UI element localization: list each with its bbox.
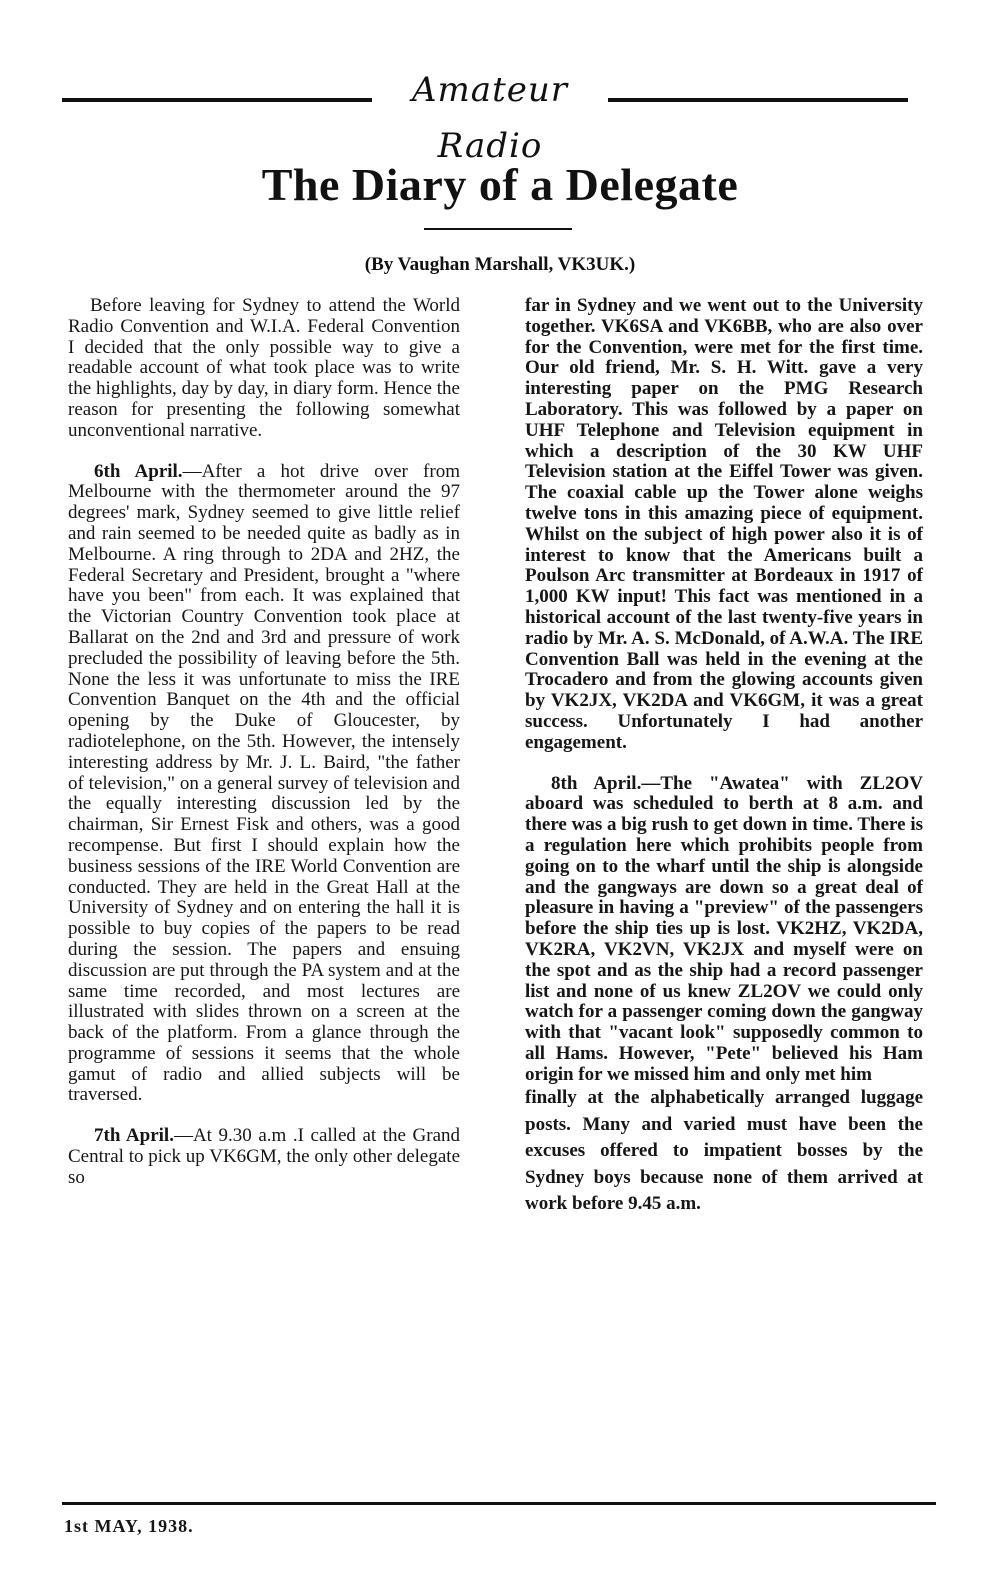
entry-8th-april-tail: finally at the alphabetically arranged luggage posts. Many and varied must have been the excuses offered to impatient bosses by the Sydney boys because none of them arrived at work before 9.45 a.m. — [525, 1087, 923, 1215]
masthead-rule-right — [608, 98, 908, 102]
entry-8th-april — [525, 774, 923, 1086]
intro-paragraph: Before leaving for Sydney to attend the World Radio Convention and W.I.A. Federal Convention I decided that the only possible way to give a readable account of what took place was to write the highlights, day by day, in diary form. Hence the reason for presenting the following somewhat unconventional narrative. — [68, 295, 460, 441]
masthead-band — [62, 62, 908, 166]
entry-date: 8th April. — [551, 772, 642, 794]
entry-6th-april — [68, 462, 460, 1107]
footer-rule — [62, 1502, 936, 1505]
article-title: The Diary of a Delegate — [261, 159, 739, 210]
entry-7th-april — [68, 1126, 460, 1188]
title-underline — [424, 228, 572, 230]
entry-text: —After a hot drive over from Melbourne with the thermometer around the 97 degrees' mark, Sydney seemed to give little relief and rain seemed to be needed quite as badly as in Melbourne. A ring through to 2DA and 2HZ, the Federal Secretary and President, brought a "where have you been" from each. It was explained that the Victorian Country Convention took place at Ballarat on the 2nd and 3rd and pressure of work precluded the possibility of leaving before the 5th. None the less it was unfortunate to miss the IRE Convention Banquet on the 4th and the official opening by the Duke of Gloucester, by radiotelephone, on the 5th. However, the intensely interesting address by Mr. J. L. Baird, "the father of television," on a general survey of television and the equally interesting discussion led by the chairman, Sir Ernest Fisk and others, was a good recompense. But first I should explain how the business sessions of the IRE World Convention are conducted. They are held in the Great Hall at the University of Sydney and on entering the hall it is possible to buy copies of the papers to be read during the session. The papers and ensuing discussion are put through the PA system and at the same time recorded, and most lectures are illustrated with slides thrown on a screen at the back of the platform. From a glance through the programme of sessions it seems that the whole gamut of radio and allied subjects will be traversed. — [68, 460, 460, 1106]
article-byline: (By Vaughan Marshall, VK3UK.) — [364, 254, 636, 275]
right-column — [525, 296, 923, 1238]
entry-text: —At 9.30 a.m .I called at the Grand Central to pick up VK6GM, the only other delegate so — [68, 1125, 460, 1188]
entry-date: 6th April. — [94, 460, 183, 482]
issue-date: 1st MAY, 1938. — [64, 1516, 194, 1536]
entry-7th-april-continued: far in Sydney and we went out to the University together. VK6SA and VK6BB, who are also over for the Convention, were met for the first time. Our old friend, Mr. S. H. Witt. gave a very interesting paper on the PMG Research Laboratory. This was followed by a paper on UHF Telephone and Television equipment in which a description of the 30 KW UHF Television station at the Eiffel Tower was given. The coaxial cable up the Tower alone weighs twelve tons in this amazing piece of equipment. Whilst on the subject of high power also it is of interest to know that the Americans built a Poulson Arc transmitter at Bordeaux in 1917 of 1,000 KW input! This fact was mentioned in a historical account of the last twenty-five years in radio by Mr. A. S. McDonald, of A.W.A. The IRE Convention Ball was held in the evening at the Trocadero and from the glowing accounts given by VK2JX, VK2DA and VK6GM, it was a great success. Unfortunately I had another engagement. — [525, 295, 923, 753]
entry-text: —The "Awatea" with ZL2OV aboard was scheduled to berth at 8 a.m. and there was a big rush to get down in time. There is a regulation here which prohibits people from going on to the wharf until the ship is alongside and the gangways are down so a great deal of pleasure in having a "preview" of the passengers before the ship ties up is lost. VK2HZ, VK2DA, VK2RA, VK2VN, VK2JX and myself were on the spot and as the ship had a record passenger list and none of us knew ZL2OV we could only watch for a passenger coming down the gangway with that "vacant look" supposedly common to all Hams. However, "Pete" believed his Ham origin for we missed him and only met him — [525, 772, 923, 1085]
left-column — [68, 296, 460, 1209]
masthead-rule-left — [62, 98, 372, 102]
masthead-title: Amateur Radio — [412, 70, 568, 166]
entry-date: 7th April. — [94, 1125, 174, 1147]
